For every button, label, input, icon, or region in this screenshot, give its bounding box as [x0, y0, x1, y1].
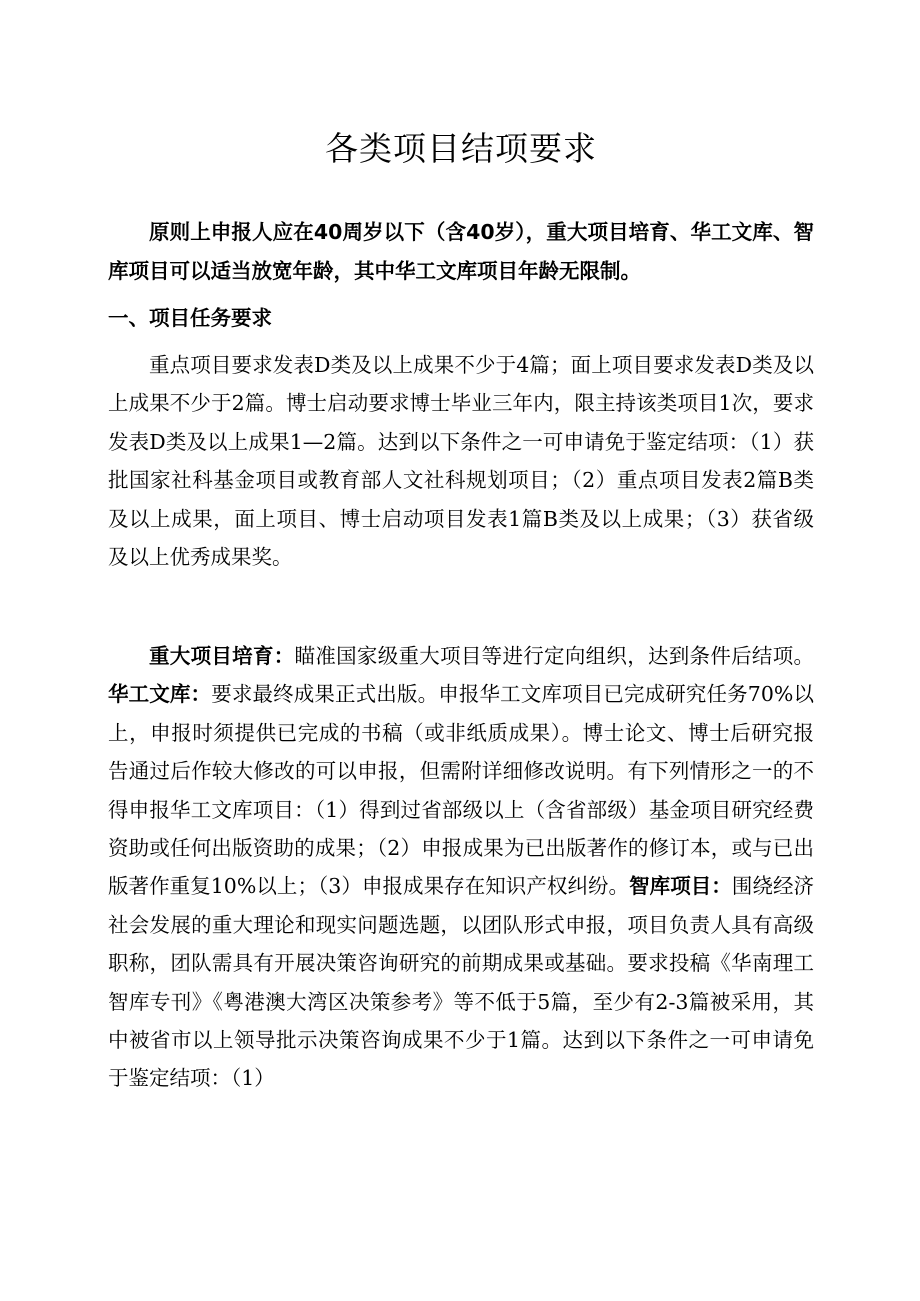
think-tank-text: 围绕经济社会发展的重大理论和现实问题选题，以团队形式申报，项目负责人具有高级职称，团队需具有开展决策咨询研究的前期成果或基础。要求投稿《华南理工智库专刊》《粤港澳大湾区决策参考》等不低于5篇，至少有2-3篇被采用，其中被省市以上领导批示决策咨询成果不少于1篇。达到以下条件之一可申请免于鉴定结项：（1） [108, 874, 815, 1091]
section-heading-task-requirements: 一、项目任务要求 [108, 306, 272, 330]
intro-paragraph: 原则上申报人应在40周岁以下（含40岁），重大项目培育、华工文库、智库项目可以适当放宽年龄，其中华工文库项目年龄无限制。 [108, 220, 814, 283]
major-project-text: 瞄准国家级重大项目等进行定向组织，达到条件后结项。 [294, 644, 815, 668]
document-title: 各类项目结项要求 [325, 129, 597, 168]
task-requirements-paragraph: 重点项目要求发表D类及以上成果不少于4篇；面上项目要求发表D类及以上成果不少于2篇。博士启动要求博士毕业三年内，限主持该类项目1次，要求发表D类及以上成果1—2篇。达到以下条件之一可申请免于鉴定结项：（1）获批国家社科基金项目或教育部人文社科规划项目；（2）重点项目发表2篇B类及以上成果，面上项目、博士启动项目发表1篇B类及以上成果；（3）获省级及以上优秀成果奖。 [108, 353, 814, 570]
think-tank-label: 智库项目： [629, 874, 732, 899]
project-types-paragraph [108, 637, 814, 1098]
major-project-label: 重大项目培育： [149, 644, 295, 668]
scut-library-text: 要求最终成果正式出版。申报华工文库项目已完成研究任务70%以上，申报时须提供已完成的书稿（或非纸质成果）。博士论文、博士后研究报告通过后作较大修改的可以申报，但需附详细修改说明。有下列情形之一的不得申报华工文库项目：（1）得到过省部级以上（含省部级）基金项目研究经费资助或任何出版资助的成果；（2）申报成果为已出版著作的修订本，或与已出版著作重复10%以上；（3）申报成果存在知识产权纠纷。 [108, 682, 814, 899]
scut-library-label: 华工文库： [108, 682, 212, 707]
